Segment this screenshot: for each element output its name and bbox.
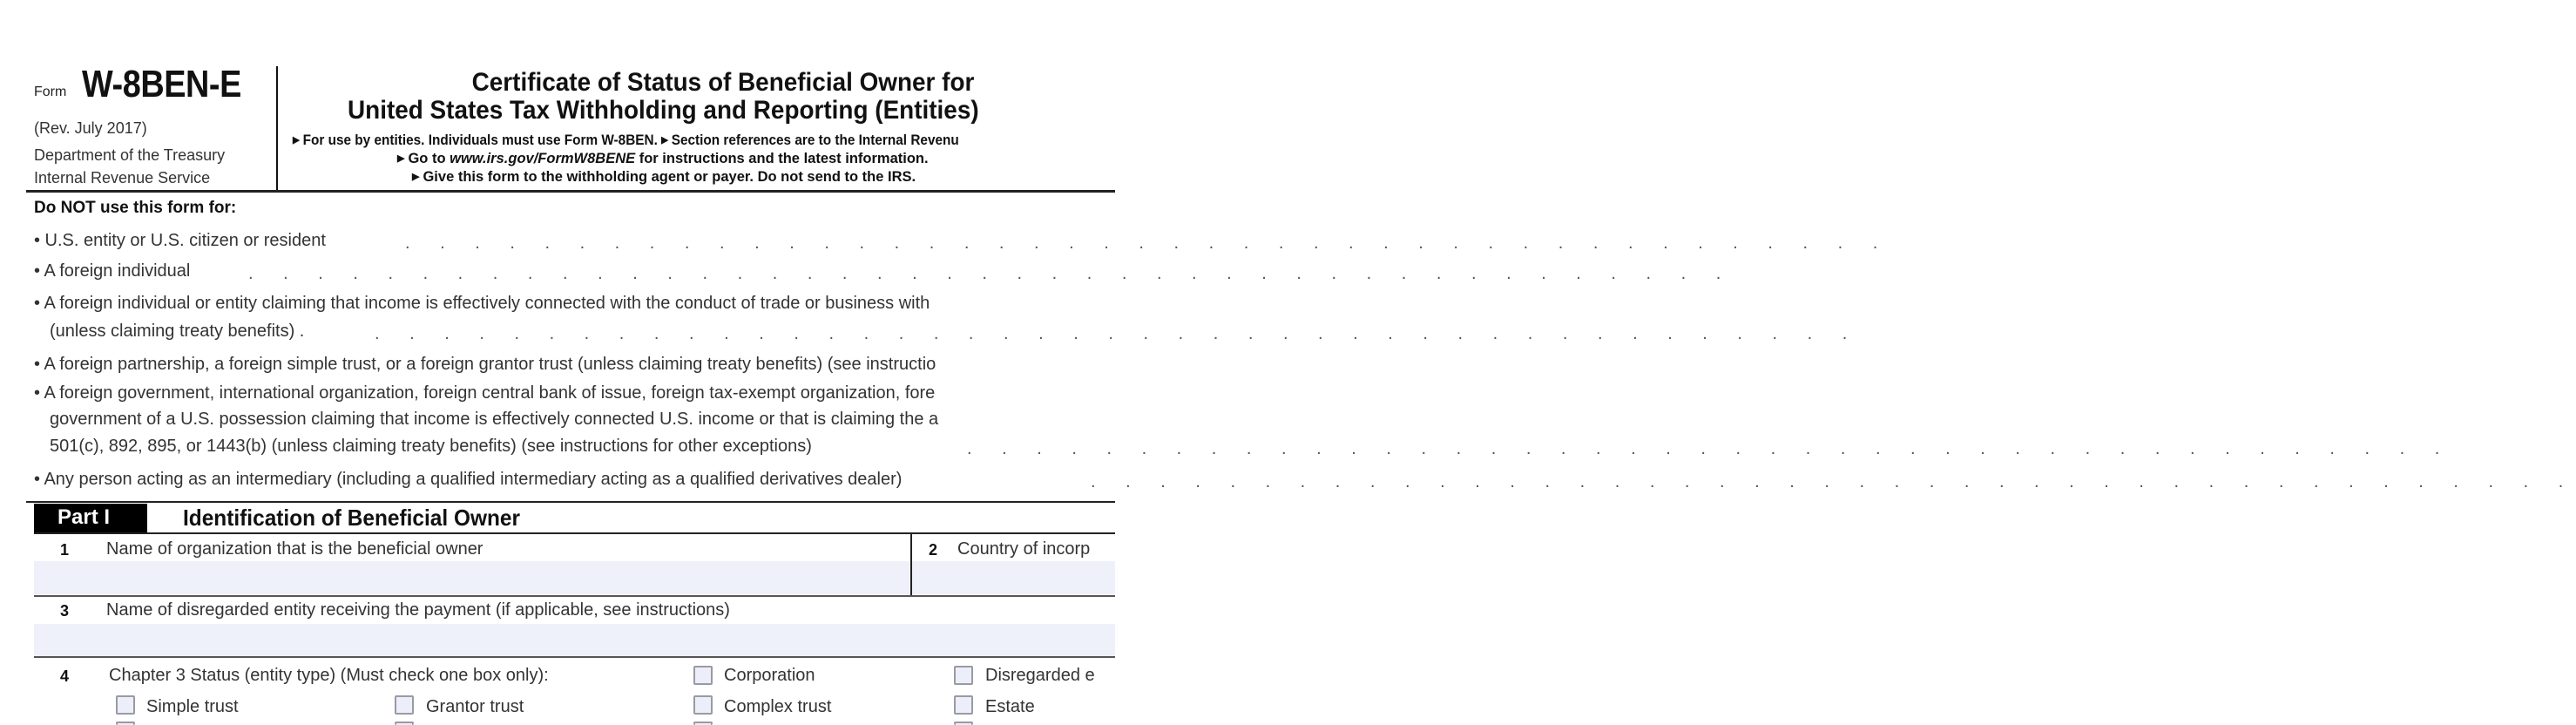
exclusion-item-continued: 501(c), 892, 895, or 1443(b) (unless claiming treaty benefits) (see instructions for other exceptions) — [50, 437, 812, 456]
line-number: 2 — [929, 541, 938, 559]
arrow-right-icon: ▶ — [293, 135, 300, 146]
exclusion-item: • U.S. entity or U.S. citizen or resident — [34, 231, 326, 250]
instruction-line-1 — [293, 132, 959, 149]
part-label: Part I — [57, 505, 111, 529]
header-rule — [26, 190, 1115, 193]
checkbox-next-row[interactable] — [116, 722, 135, 725]
leader-dots: . . . . . . . . . . . . . . . . . . . . . . . . . . . . . . . . . . . . . . . . . . . — [405, 234, 1890, 253]
line-number: 1 — [60, 541, 70, 559]
do-not-use-heading: Do NOT use this form for: — [34, 199, 237, 217]
checkbox-simple-trust[interactable] — [116, 695, 135, 715]
disregarded-entity-name-input[interactable] — [34, 624, 1115, 656]
exclusion-item-continued: government of a U.S. possession claiming that income is effectively connected U.S. income or that is claiming the a — [50, 410, 939, 429]
exclusion-item: • A foreign individual — [34, 261, 191, 281]
agency: Internal Revenue Service — [34, 169, 211, 186]
instruction-text: Give this form to the withholding agent or payer. Do not send to the IRS. — [423, 169, 916, 185]
instruction-text: Go to — [408, 151, 450, 166]
form-title-line2: United States Tax Withholding and Reporting (Entities) — [348, 96, 979, 125]
part-rule-top — [26, 501, 1115, 503]
instruction-text: for instructions and the latest information. — [635, 151, 929, 166]
arrow-right-icon: ▶ — [412, 172, 420, 182]
option-label: Corporation — [724, 666, 815, 685]
checkbox-next-row[interactable] — [954, 722, 973, 725]
exclusion-item-continued: (unless claiming treaty benefits) . — [50, 322, 305, 341]
line-number: 3 — [60, 602, 70, 620]
instructions-link[interactable]: www.irs.gov/FormW8BENE — [450, 151, 636, 166]
leader-dots: . . . . . . . . . . . . . . . . . . . . . . . . . . . . . . . . . . . . . . . . . . . — [248, 264, 1734, 283]
form-title-line1: Certificate of Status of Beneficial Owner for — [471, 68, 975, 97]
row-rule — [34, 595, 1115, 597]
option-label: Simple trust — [146, 697, 239, 716]
option-label: Estate — [985, 697, 1035, 716]
instruction-text: Section references are to the Internal Revenu — [671, 132, 959, 148]
checkbox-corporation[interactable] — [693, 666, 713, 685]
checkbox-estate[interactable] — [954, 695, 973, 715]
leader-dots: . . . . . . . . . . . . . . . . . . . . . . . . . . . . . . . . . . . . . . . . . . . — [967, 439, 2452, 458]
country-of-incorporation-input[interactable] — [912, 561, 1115, 594]
exclusion-item: • Any person acting as an intermediary (including a qualified intermediary acting as a qualified derivatives dealer) — [34, 470, 903, 489]
checkbox-grantor-trust[interactable] — [395, 695, 414, 715]
part-rule-bottom — [34, 532, 1115, 534]
organization-name-input[interactable] — [34, 561, 910, 594]
arrow-right-icon: ▶ — [661, 135, 669, 146]
arrow-right-icon: ▶ — [397, 153, 405, 164]
checkbox-complex-trust[interactable] — [693, 695, 713, 715]
form-revision: (Rev. July 2017) — [34, 119, 147, 137]
line4-label: Chapter 3 Status (entity type) (Must check one box only): — [109, 666, 549, 685]
leader-dots: . . . . . . . . . . . . . . . . . . . . . . . . . . . . . . . . . . . . . . . . . . . — [375, 324, 1860, 343]
form-label: Form — [34, 85, 67, 99]
option-label: Complex trust — [724, 697, 832, 716]
exclusion-item: • A foreign partnership, a foreign simple trust, or a foreign grantor trust (unless claiming treaty benefits) (see instructio — [34, 355, 936, 374]
checkbox-next-row[interactable] — [395, 722, 414, 725]
exclusion-item: • A foreign government, international organization, foreign central bank of issue, foreign tax-exempt organization, fore — [34, 383, 936, 403]
option-label: Disregarded e — [985, 666, 1095, 685]
instruction-line-2 — [397, 151, 929, 167]
checkbox-disregarded-entity[interactable] — [954, 666, 973, 685]
form-number: W-8BEN-E — [82, 63, 241, 105]
leader-dots: . . . . . . . . . . . . . . . . . . . . . . . . . . . . . . . . . . . . . . . . . . . — [1091, 472, 2576, 491]
line3-label: Name of disregarded entity receiving the payment (if applicable, see instructions) — [106, 600, 730, 620]
instruction-text: For use by entities. Individuals must use Form W-8BEN. — [302, 132, 658, 148]
line2-label: Country of incorp — [957, 539, 1091, 559]
department: Department of the Treasury — [34, 146, 226, 164]
checkbox-next-row[interactable] — [693, 722, 713, 725]
instruction-line-3 — [412, 169, 916, 186]
exclusion-item: • A foreign individual or entity claiming that income is effectively connected with the conduct of trade or business with — [34, 294, 930, 313]
line1-label: Name of organization that is the beneficial owner — [106, 539, 483, 559]
header-divider — [276, 66, 278, 190]
option-label: Grantor trust — [426, 697, 524, 716]
line-number: 4 — [60, 667, 70, 685]
part-title: Identification of Beneficial Owner — [183, 505, 521, 531]
row-rule — [34, 656, 1115, 658]
